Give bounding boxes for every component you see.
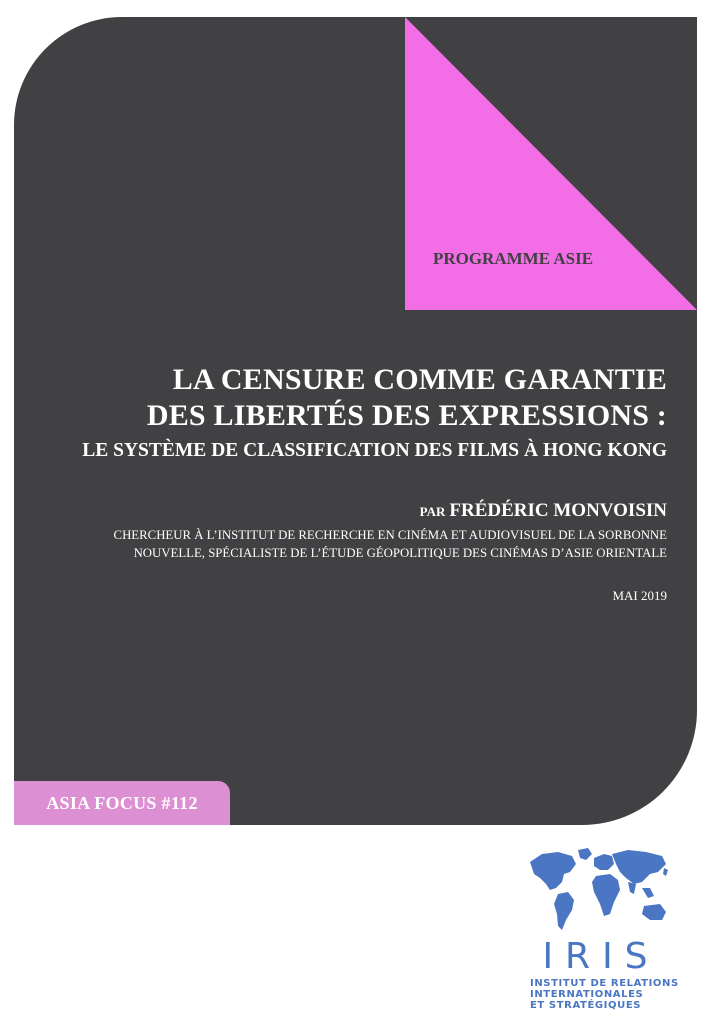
series-tab <box>14 781 230 825</box>
author-line <box>420 500 667 522</box>
affiliation-line-2: NOUVELLE, SPÉCIALISTE DE L’ÉTUDE GÉOPOLITIQUE DES CINÉMAS D’ASIE ORIENTALE <box>133 546 667 560</box>
author-affiliation <box>114 526 667 562</box>
logo-tagline-line-3: ET STRATÉGIQUES <box>530 1000 642 1011</box>
subtitle: LE SYSTÈME DE CLASSIFICATION DES FILMS À HONG KONG <box>82 440 667 461</box>
affiliation-line-1: CHERCHEUR À L’INSTITUT DE RECHERCHE EN CINÉMA ET AUDIOVISUEL DE LA SORBONNE <box>113 528 667 542</box>
logo-tagline-line-2: INTERNATIONALES <box>530 989 644 1000</box>
title-line-1: LA CENSURE COMME GARANTIE <box>172 363 667 396</box>
author-prefix: PAR <box>419 504 446 519</box>
logo-wordmark: IRIS <box>542 936 660 977</box>
author-name: FRÉDÉRIC MONVOISIN <box>449 500 667 521</box>
iris-logo <box>524 844 679 1011</box>
publication-date: MAI 2019 <box>612 588 667 603</box>
title-block <box>82 362 667 464</box>
title-line-2: DES LIBERTÉS DES EXPRESSIONS : <box>146 399 667 432</box>
logo-tagline-line-1: INSTITUT DE RELATIONS <box>530 978 679 989</box>
world-map-icon <box>524 844 672 936</box>
logo-tagline <box>524 978 679 1011</box>
series-label: ASIA FOCUS #112 <box>46 792 198 813</box>
program-label: PROGRAMME ASIE <box>432 249 594 268</box>
